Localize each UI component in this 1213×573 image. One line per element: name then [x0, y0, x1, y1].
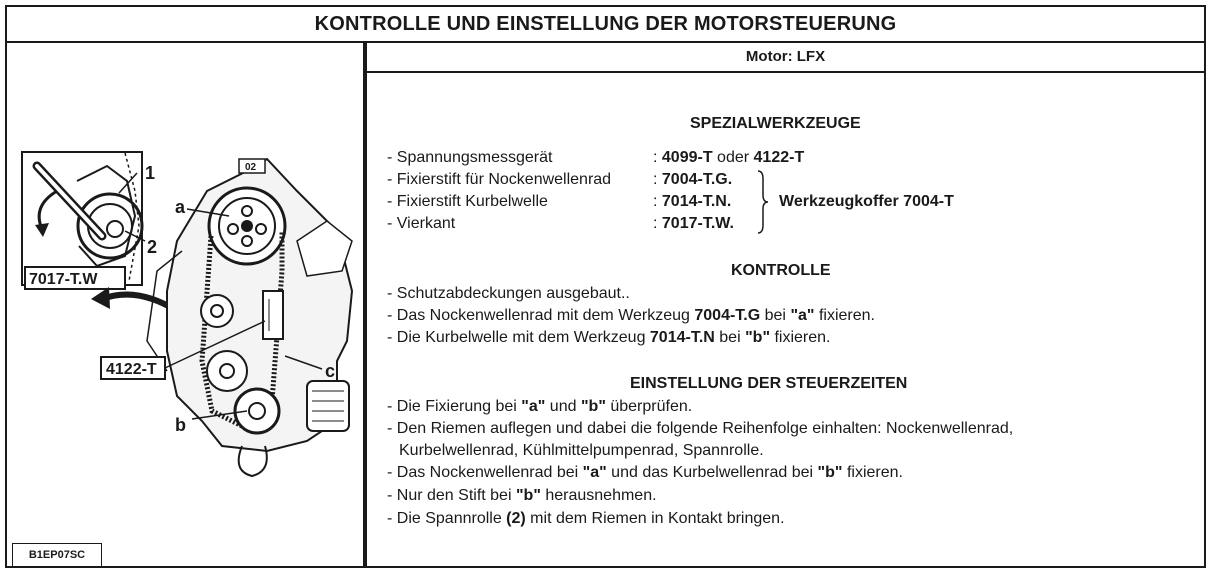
kontrolle-heading: KONTROLLE — [731, 262, 831, 279]
motor-label: Motor: LFX — [367, 41, 1204, 73]
einstellung-heading: EINSTELLUNG DER STEUERZEITEN — [630, 375, 908, 392]
tool-value: : 7014-T.N. — [653, 193, 732, 210]
einstellung-step: - Den Riemen auflegen und dabei die folgende Reihenfolge einhalten: Nockenwellenrad, — [387, 420, 1014, 437]
figure-panel — [7, 41, 367, 566]
brace-icon — [756, 169, 770, 235]
tool-7017-label: 7017-T.W — [29, 271, 98, 288]
tool-value: : 7017-T.W. — [653, 215, 734, 232]
tool-name: - Fixierstift für Nockenwellenrad — [387, 171, 612, 188]
label-2: 2 — [147, 237, 158, 257]
tool-name: - Fixierstift Kurbelwelle — [387, 193, 548, 210]
label-1: 1 — [145, 163, 156, 183]
einstellung-step: - Das Nockenwellenrad bei "a" und das Kurbelwellenrad bei "b" fixieren. — [387, 464, 903, 481]
tool-kit: Werkzeugkoffer 7004-T — [779, 193, 954, 210]
tools-heading: SPEZIALWERKZEUGE — [690, 115, 861, 132]
engine-tag: 02 — [245, 162, 257, 173]
figure-code: B1EP07SC — [12, 543, 102, 566]
label-a: a — [175, 197, 186, 217]
tool-name: - Vierkant — [387, 215, 456, 232]
page-title: KONTROLLE UND EINSTELLUNG DER MOTORSTEUERUNG — [7, 7, 1204, 43]
einstellung-step: - Nur den Stift bei "b" herausnehmen. — [387, 487, 657, 504]
document-frame — [5, 5, 1206, 568]
tool-name: - Spannungsmessgerät — [387, 149, 553, 166]
kontrolle-step: - Die Kurbelwelle mit dem Werkzeug 7014-T.N bei "b" fixieren. — [387, 329, 831, 346]
engine-illustration — [7, 41, 363, 570]
label-c: c — [325, 361, 336, 381]
tool-value: : 7004-T.G. — [653, 171, 733, 188]
einstellung-step: - Die Spannrolle (2) mit dem Riemen in Kontakt bringen. — [387, 510, 785, 527]
instructions-panel — [367, 41, 1204, 566]
tool-4122-label: 4122-T — [106, 361, 157, 378]
label-b: b — [175, 415, 186, 435]
einstellung-step-cont: Kurbelwellenrad, Kühlmittelpumpenrad, Spannrolle. — [399, 442, 764, 459]
kontrolle-step: - Schutzabdeckungen ausgebaut.. — [387, 285, 630, 302]
einstellung-step: - Die Fixierung bei "a" und "b" überprüfen. — [387, 398, 693, 415]
kontrolle-step: - Das Nockenwellenrad mit dem Werkzeug 7004-T.G bei "a" fixieren. — [387, 307, 875, 324]
tool-value: : 4099-T oder 4122-T — [653, 149, 805, 166]
